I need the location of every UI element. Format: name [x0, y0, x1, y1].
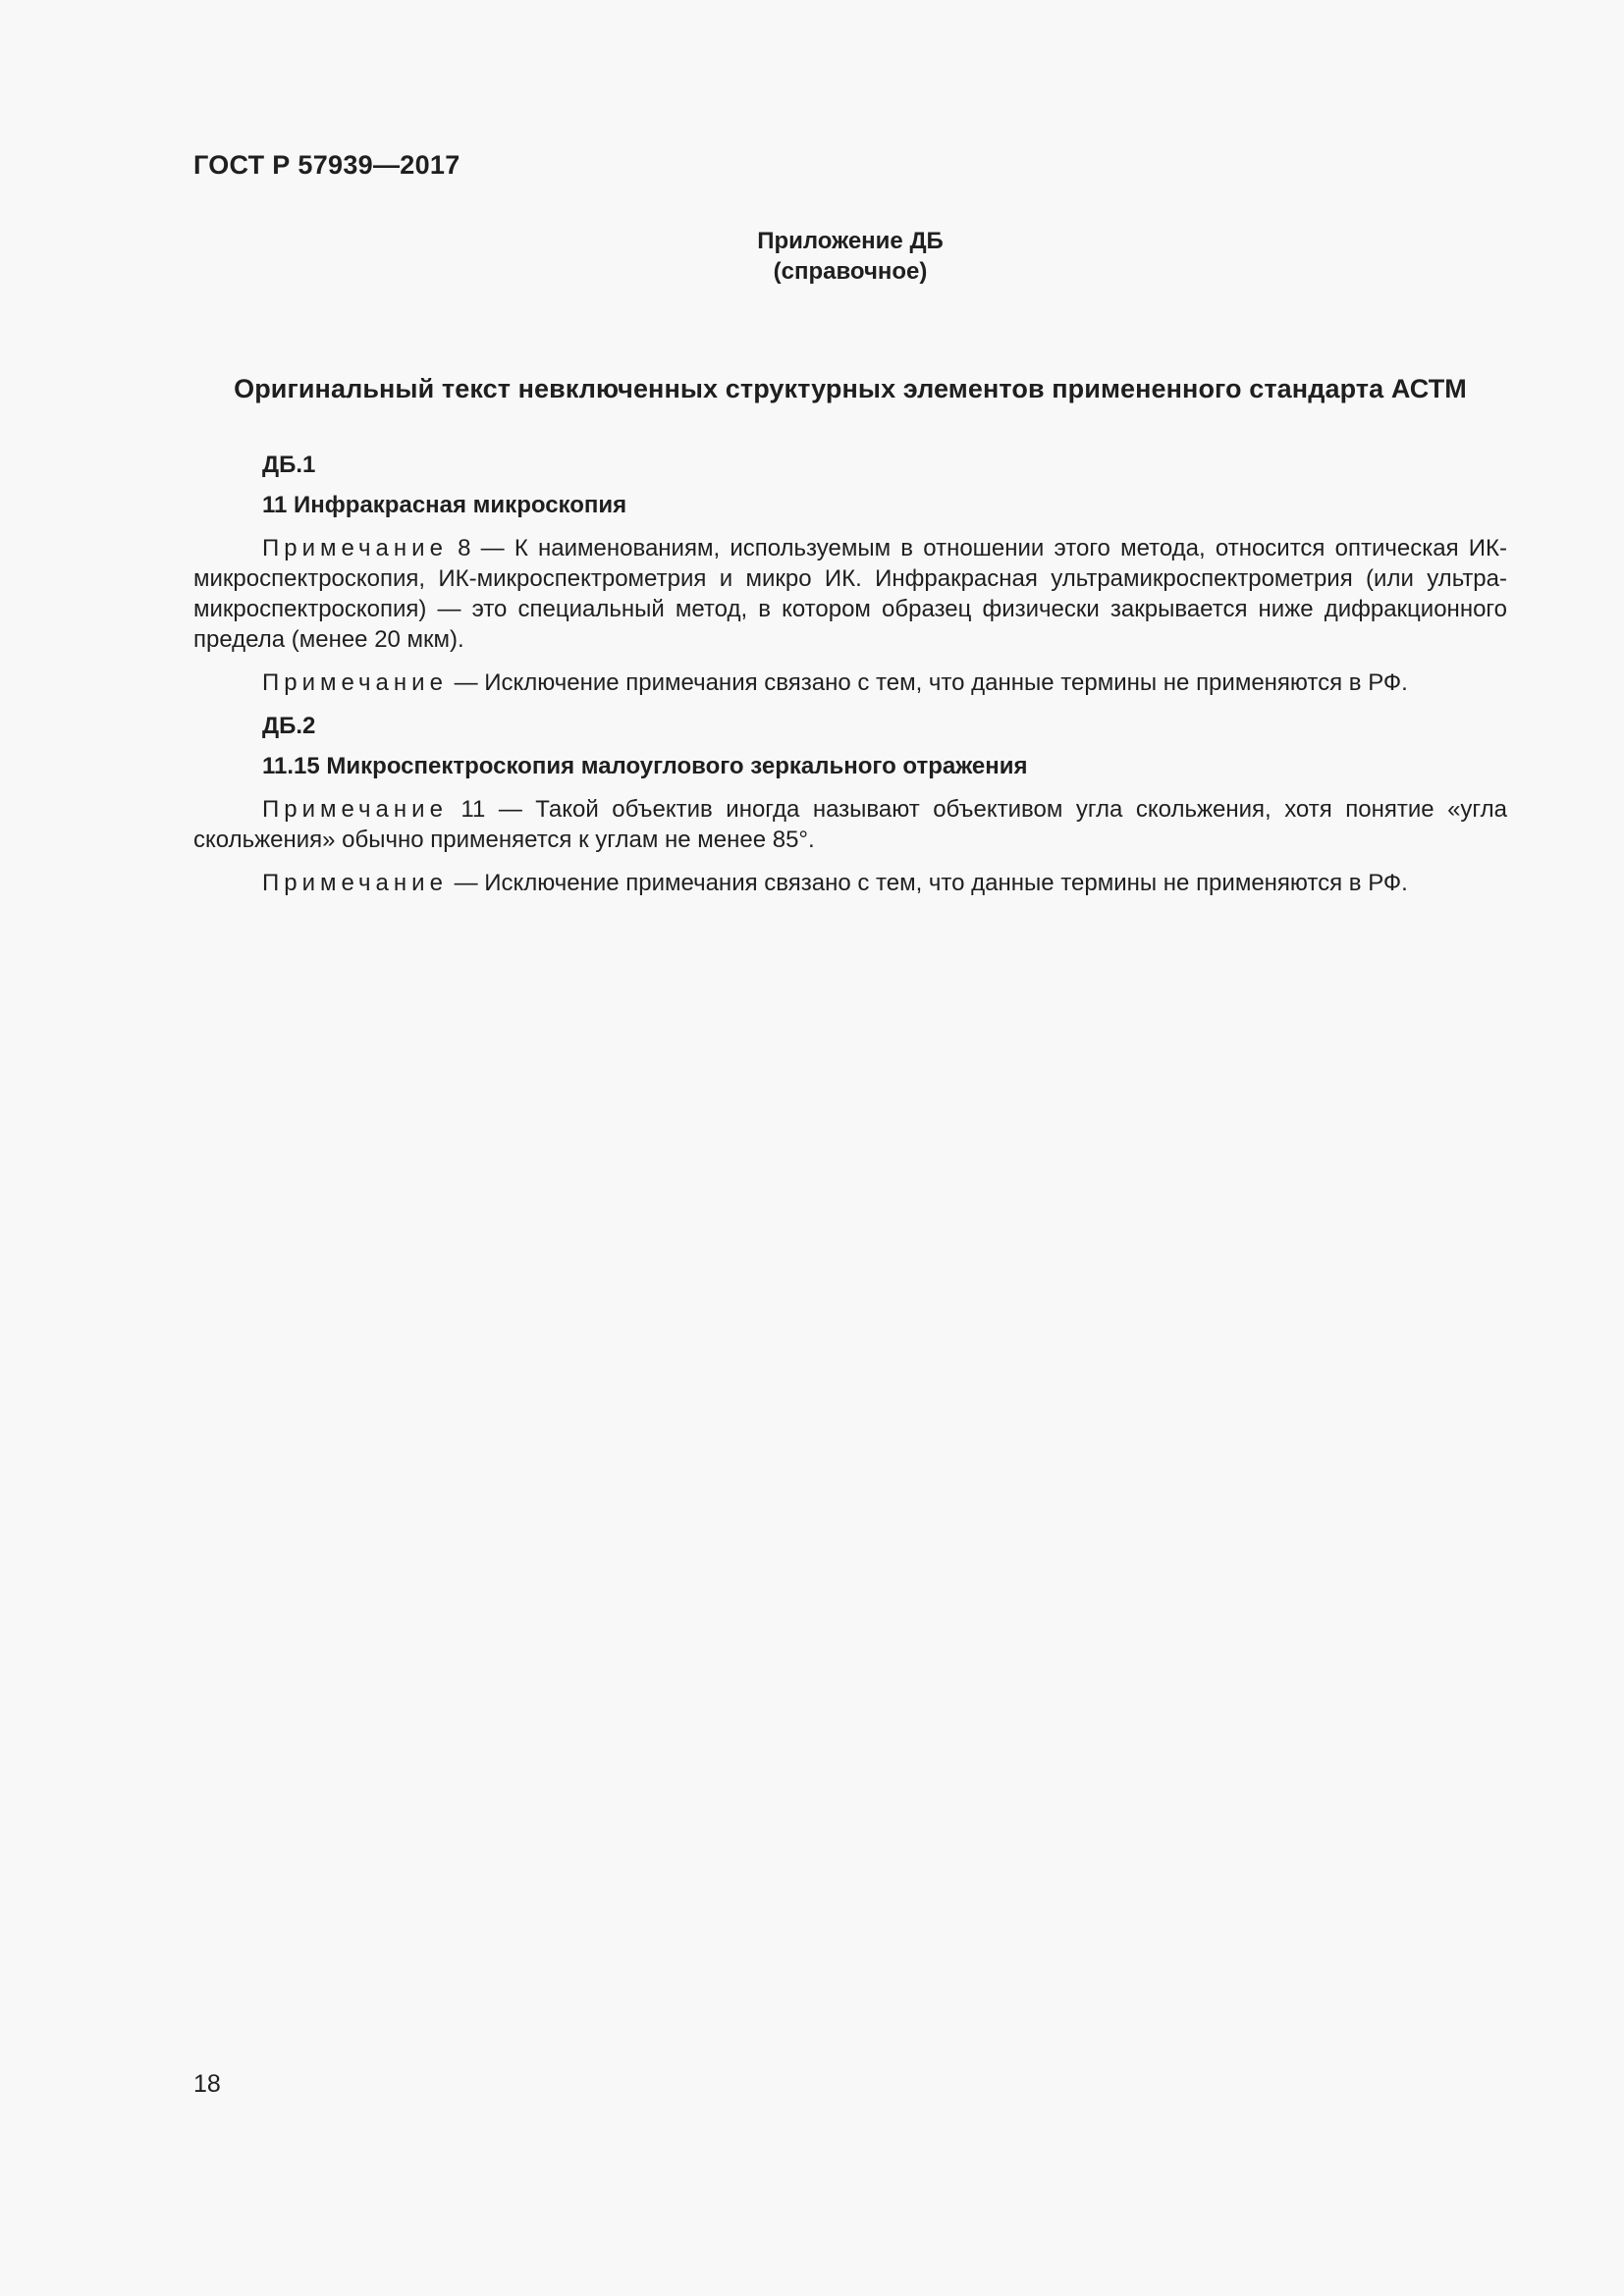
note-text: 11 — Такой объектив иногда называют объективом угла скольжения, хотя понятие «угла скольжения» обычно применяется к углам не менее 85°.: [193, 796, 1507, 853]
appendix-label: Приложение ДБ: [757, 228, 944, 254]
section-heading: 11 Инфракрасная микроскопия: [262, 492, 627, 518]
exclusion-text: — Исключение примечания связано с тем, что данные термины не применяются в РФ.: [447, 669, 1408, 696]
note-paragraph: [193, 533, 1507, 655]
note-text: 8 — К наименованиям, используемым в отношении этого метода, относится оптическая ИК-микроспектроскопия, ИК-микроспектрометрия и микро ИК. Инфракрасная ультрамикроспектрометрия (или ультра-микроспектроскопия) — это специальный метод, в котором образец физически закрывается ниже дифракционного предела (менее 20 мкм).: [193, 535, 1507, 653]
exclusion-text: — Исключение примечания связано с тем, что данные термины не применяются в РФ.: [447, 870, 1408, 896]
page-number: 18: [193, 2070, 221, 2098]
section-id: ДБ.2: [262, 713, 316, 739]
page-title: Оригинальный текст невключенных структурных элементов примененного стандарта АСТМ: [234, 374, 1467, 403]
note-paragraph: [193, 794, 1507, 855]
note-label: Примечание: [262, 796, 448, 823]
document-id: ГОСТ Р 57939—2017: [193, 150, 460, 180]
note-label: Примечание: [262, 535, 448, 561]
section-heading: 11.15 Микроспектроскопия малоуглового зеркального отражения: [262, 753, 1028, 779]
exclusion-paragraph: [193, 868, 1507, 898]
appendix-heading: [0, 226, 1624, 287]
appendix-type: (справочное): [773, 258, 928, 285]
note-label: Примечание: [262, 669, 448, 696]
exclusion-paragraph: [193, 667, 1507, 698]
section-id: ДБ.1: [262, 452, 316, 478]
document-body: [193, 450, 1507, 911]
note-label: Примечание: [262, 870, 448, 896]
